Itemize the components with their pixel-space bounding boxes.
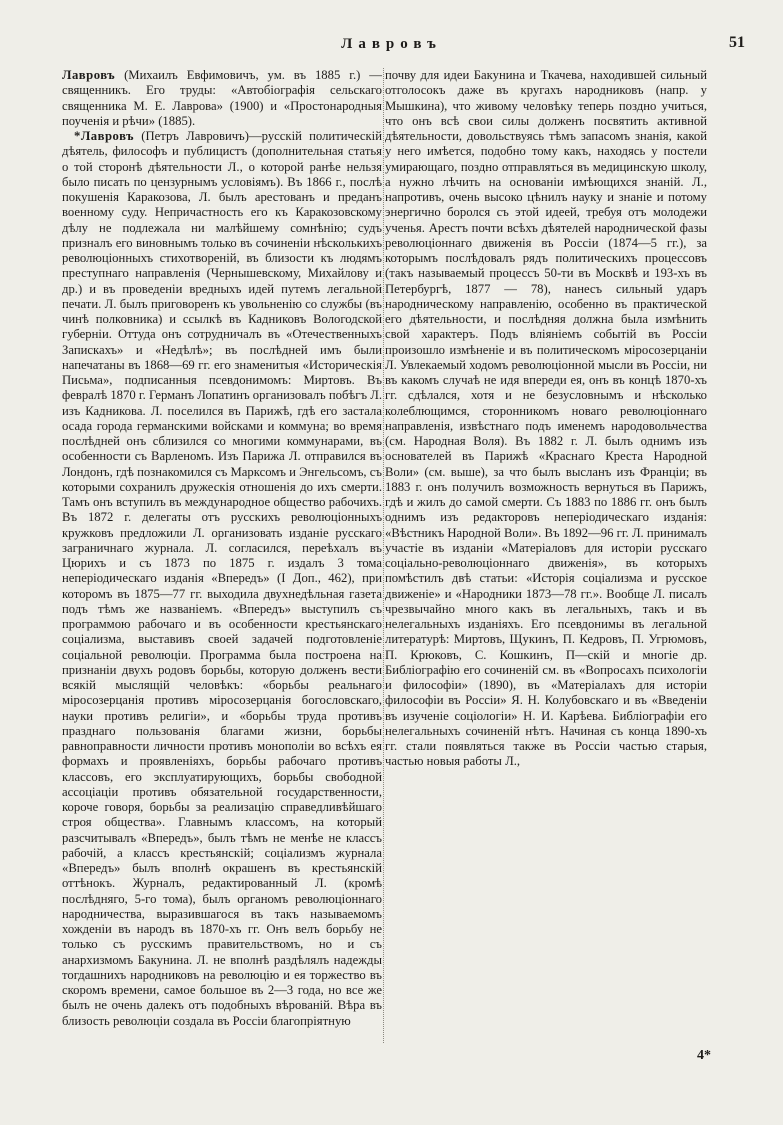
entry-head-mikhail: Лавровъ xyxy=(62,68,116,82)
left-column xyxy=(62,68,382,1029)
entry-petr xyxy=(62,129,382,1029)
entry-text-petr-continued: почву для идеи Бакунина и Ткачева, находившей сильный отголосокъ даже въ кругахъ народниковъ (напр. у Мышкина), что живому человѣку теперь поздно учиться, что онъ всѣ свои силы долженъ посвятить активной дѣятельности, довольствуясь тѣмъ запасомъ знанія, какой у него имѣется, подобно тому какъ, находясь у постели умирающаго, поздно отправляться въ медицинскую школу, а нужно лѣчить на основаніи имѣющихся знаній. Л., напротивъ, очень высоко цѣнилъ науку и знаніе и потому энергично боролся съ этой идеей, требуя отъ молодежи ученья. Арестъ почти всѣхъ дѣятелей народнической фазы революціоннаго движенія въ Россіи (1874—5 гг.), за которымъ послѣдовалъ рядъ политическихъ процессовъ (такъ называемый процессъ 50-ти въ Москвѣ и 193-хъ въ Петербургѣ, 1877 — 78), нанесъ сильный ударъ народническому направленію, особенно въ практической его дѣятельности, и послѣдняя должна была измѣнить свой характеръ. Подъ вліяніемъ событій въ Россіи произошло измѣненіе и въ политическомъ міросозерцаніи Л. Увлекаемый ходомъ революціонной мысли въ Россіи, ни въ какомъ случаѣ не идя впереди ея, онъ въ концѣ 1870-хъ гг. сдѣлался, хотя и не безусловнымъ и нѣсколько колеблющимся, сторонникомъ новаго революціоннаго направленія, извѣстнаго подъ именемъ народовольчества (см. Народная Воля). Въ 1882 г. Л. былъ однимъ изъ основателей въ Парижѣ «Краснаго Креста Народной Воли» (см. выше), за что былъ высланъ изъ Франціи; въ 1883 г. онъ получилъ возможность вернуться въ Парижъ, гдѣ и жилъ до самой смерти. Съ 1883 по 1886 гг. онъ былъ однимъ изъ редакторовъ непеpіодическаго изданія: «Вѣстникъ Народной Воли». Въ 1892—96 гг. Л. принималъ участіе въ изданіи «Матеріаловъ для исторіи русскаго соціально-революціоннаго движенія», въ которыхъ помѣстилъ двѣ статьи: «Исторія соціализма и русское движеніе» и «Народники 1873—78 гг.». Вообще Л. писалъ чрезвычайно много какъ въ легальныхъ, такъ и въ нелегальныхъ изданіяхъ. Его псевдонимы въ легальной литературѣ: Миртовъ, Щукинъ, П. Кедровъ, П. Угрюмовъ, П. Крюковъ, С. Кошкинъ, П—скій и многіе др. Библіографію его сочиненій см. въ «Вопросахъ психологіи и философіи» (1890), въ «Матеріалахъ для исторіи философіи въ Россіи» Я. Н. Колубовскаго и въ «Введеніи въ изученіе соціологіи» Н. И. Карѣева. Библіографіи его нелегальныхъ сочиненій нѣтъ. Начиная съ конца 1890-хъ гг. стали появляться также въ Россіи частью старыя, частью новыя работы Л., xyxy=(385,68,707,769)
page-number: 51 xyxy=(729,34,745,51)
right-column xyxy=(385,68,707,770)
entry-text-petr: (Петръ Лавровичъ)—русскій политическій дѣятель, философъ и публицистъ (дополнительная статья о той сторонѣ дѣятельности Л., о которой ранѣе нельзя было писать по цензурнымъ условіямъ). Въ 1866 г., послѣ покушенія Каракозова, Л. былъ арестованъ и преданъ военному суду. Непричастность его къ Каракозовскому дѣлу не подлежала ни малѣйшему сомнѣнію; судъ призналъ его виновнымъ только въ сочиненіи нѣсколькихъ революціонныхъ стихотвореній, въ близости къ людямъ преступнаго направленія (Чернышевскому, Михайлову и др.) и въ проведеніи вредныхъ идей путемъ легальной печати. Л. былъ приговоренъ къ увольненію со службы (въ чинѣ полковника) и ссылкѣ въ Кадниковъ Вологодской губерніи. Оттуда онъ сотрудничалъ въ «Отечественныхъ Запискахъ» и «Недѣлѣ»; въ послѣдней имъ были напечатаны въ 1868—69 гг. его знаменитыя «Историческія Письма», подписанныя псевдонимомъ: Миртовъ. Въ февралѣ 1870 г. Германъ Лопатинъ организовалъ побѣгъ Л. изъ Кадникова. Л. поселился въ Парижѣ, гдѣ его застала осада города германскими войсками и коммуна; во время послѣдней онъ сблизился со многими коммунарами, въ особенности съ Варленомъ. Изъ Парижа Л. отправился въ Лондонъ, гдѣ познакомился съ Марксомъ и Энгельсомъ, съ которыми сохранилъ дружескія отношенія до ихъ смерти. Тамъ онъ вступилъ въ международное общество рабочихъ. Въ 1872 г. делегаты отъ русскихъ революціонныхъ кружковъ предложили Л. организовать изданіе русскаго заграничнаго журнала. Л. согласился, переѣхалъ въ Цюрихъ и съ 1873 по 1875 г. издалъ 3 тома непеpіодическаго изданія «Впередъ» (I Доп., 462), при которомъ въ 1875—77 гг. выходила двухнедѣльная газета подъ тѣмъ же названіемъ. «Впередъ» выступилъ съ программою рабочаго и въ особенности крестьянскаго соціализма, выставивъ своей задачей подготовленіе соціальной революціи. Программа была построена на признаніи двухъ родовъ борьбы, которую долженъ вести всякій мыслящій человѣкъ: «борьбы реальнаго міросозерцанія противъ міросозерцанія богословскаго, науки противъ религіи», и «борьбы труда противъ празднаго пользованія благами жизни, борьбы равноправности личности противъ монополіи во всѣхъ ея формахъ и проявленіяхъ, борьбы рабочаго противъ классовъ, его эксплуатирующихъ, борьбы свободной ассоціаціи противъ обязательной государственности, короче говоря, борьбы за реализацію справедливѣйшаго строя общества». Главнымъ классомъ, на который разсчитывалъ «Впередъ», былъ тѣмъ не менѣе не классъ рабочій, а классъ крестьянскій; соціализмъ журнала «Впередъ» былъ вполнѣ окрашенъ въ крестьянскій оттѣнокъ. Журналъ, редактированный Л. (кромѣ послѣдняго, 5-го тома), былъ органомъ революціоннаго народничества, выразившагося въ такъ называемомъ хожденіи въ народъ въ 1870-хъ гг. Онъ велъ борьбу не только съ русскимъ правительствомъ, но и съ анархизмомъ Бакунина. Л. не вполнѣ раздѣлялъ надежды тогдашнихъ народниковъ на революцію и ея торжество въ скоромъ времени, самое большое въ 2—3 года, но все же былъ не очень далекъ отъ подобныхъ вѣрованій. Вѣра въ близость революціи создала въ Россіи благопріятную xyxy=(62,129,383,1028)
column-divider xyxy=(383,68,384,1043)
entry-head-petr: *Лавровъ xyxy=(74,129,135,143)
entry-text-mikhail: (Михаилъ Евфимовичъ, ум. въ 1885 г.) — священникъ. Его труды: «Автобіографія сельскаго священника М. Е. Лаврова» (1900) и «Простонародныя поученія и рѣчи» (1885). xyxy=(62,68,382,128)
running-title: Лавровъ xyxy=(341,36,442,52)
entry-mikhail xyxy=(62,68,382,129)
entry-petr-continued xyxy=(385,68,707,770)
signature-mark: 4* xyxy=(697,1048,711,1063)
